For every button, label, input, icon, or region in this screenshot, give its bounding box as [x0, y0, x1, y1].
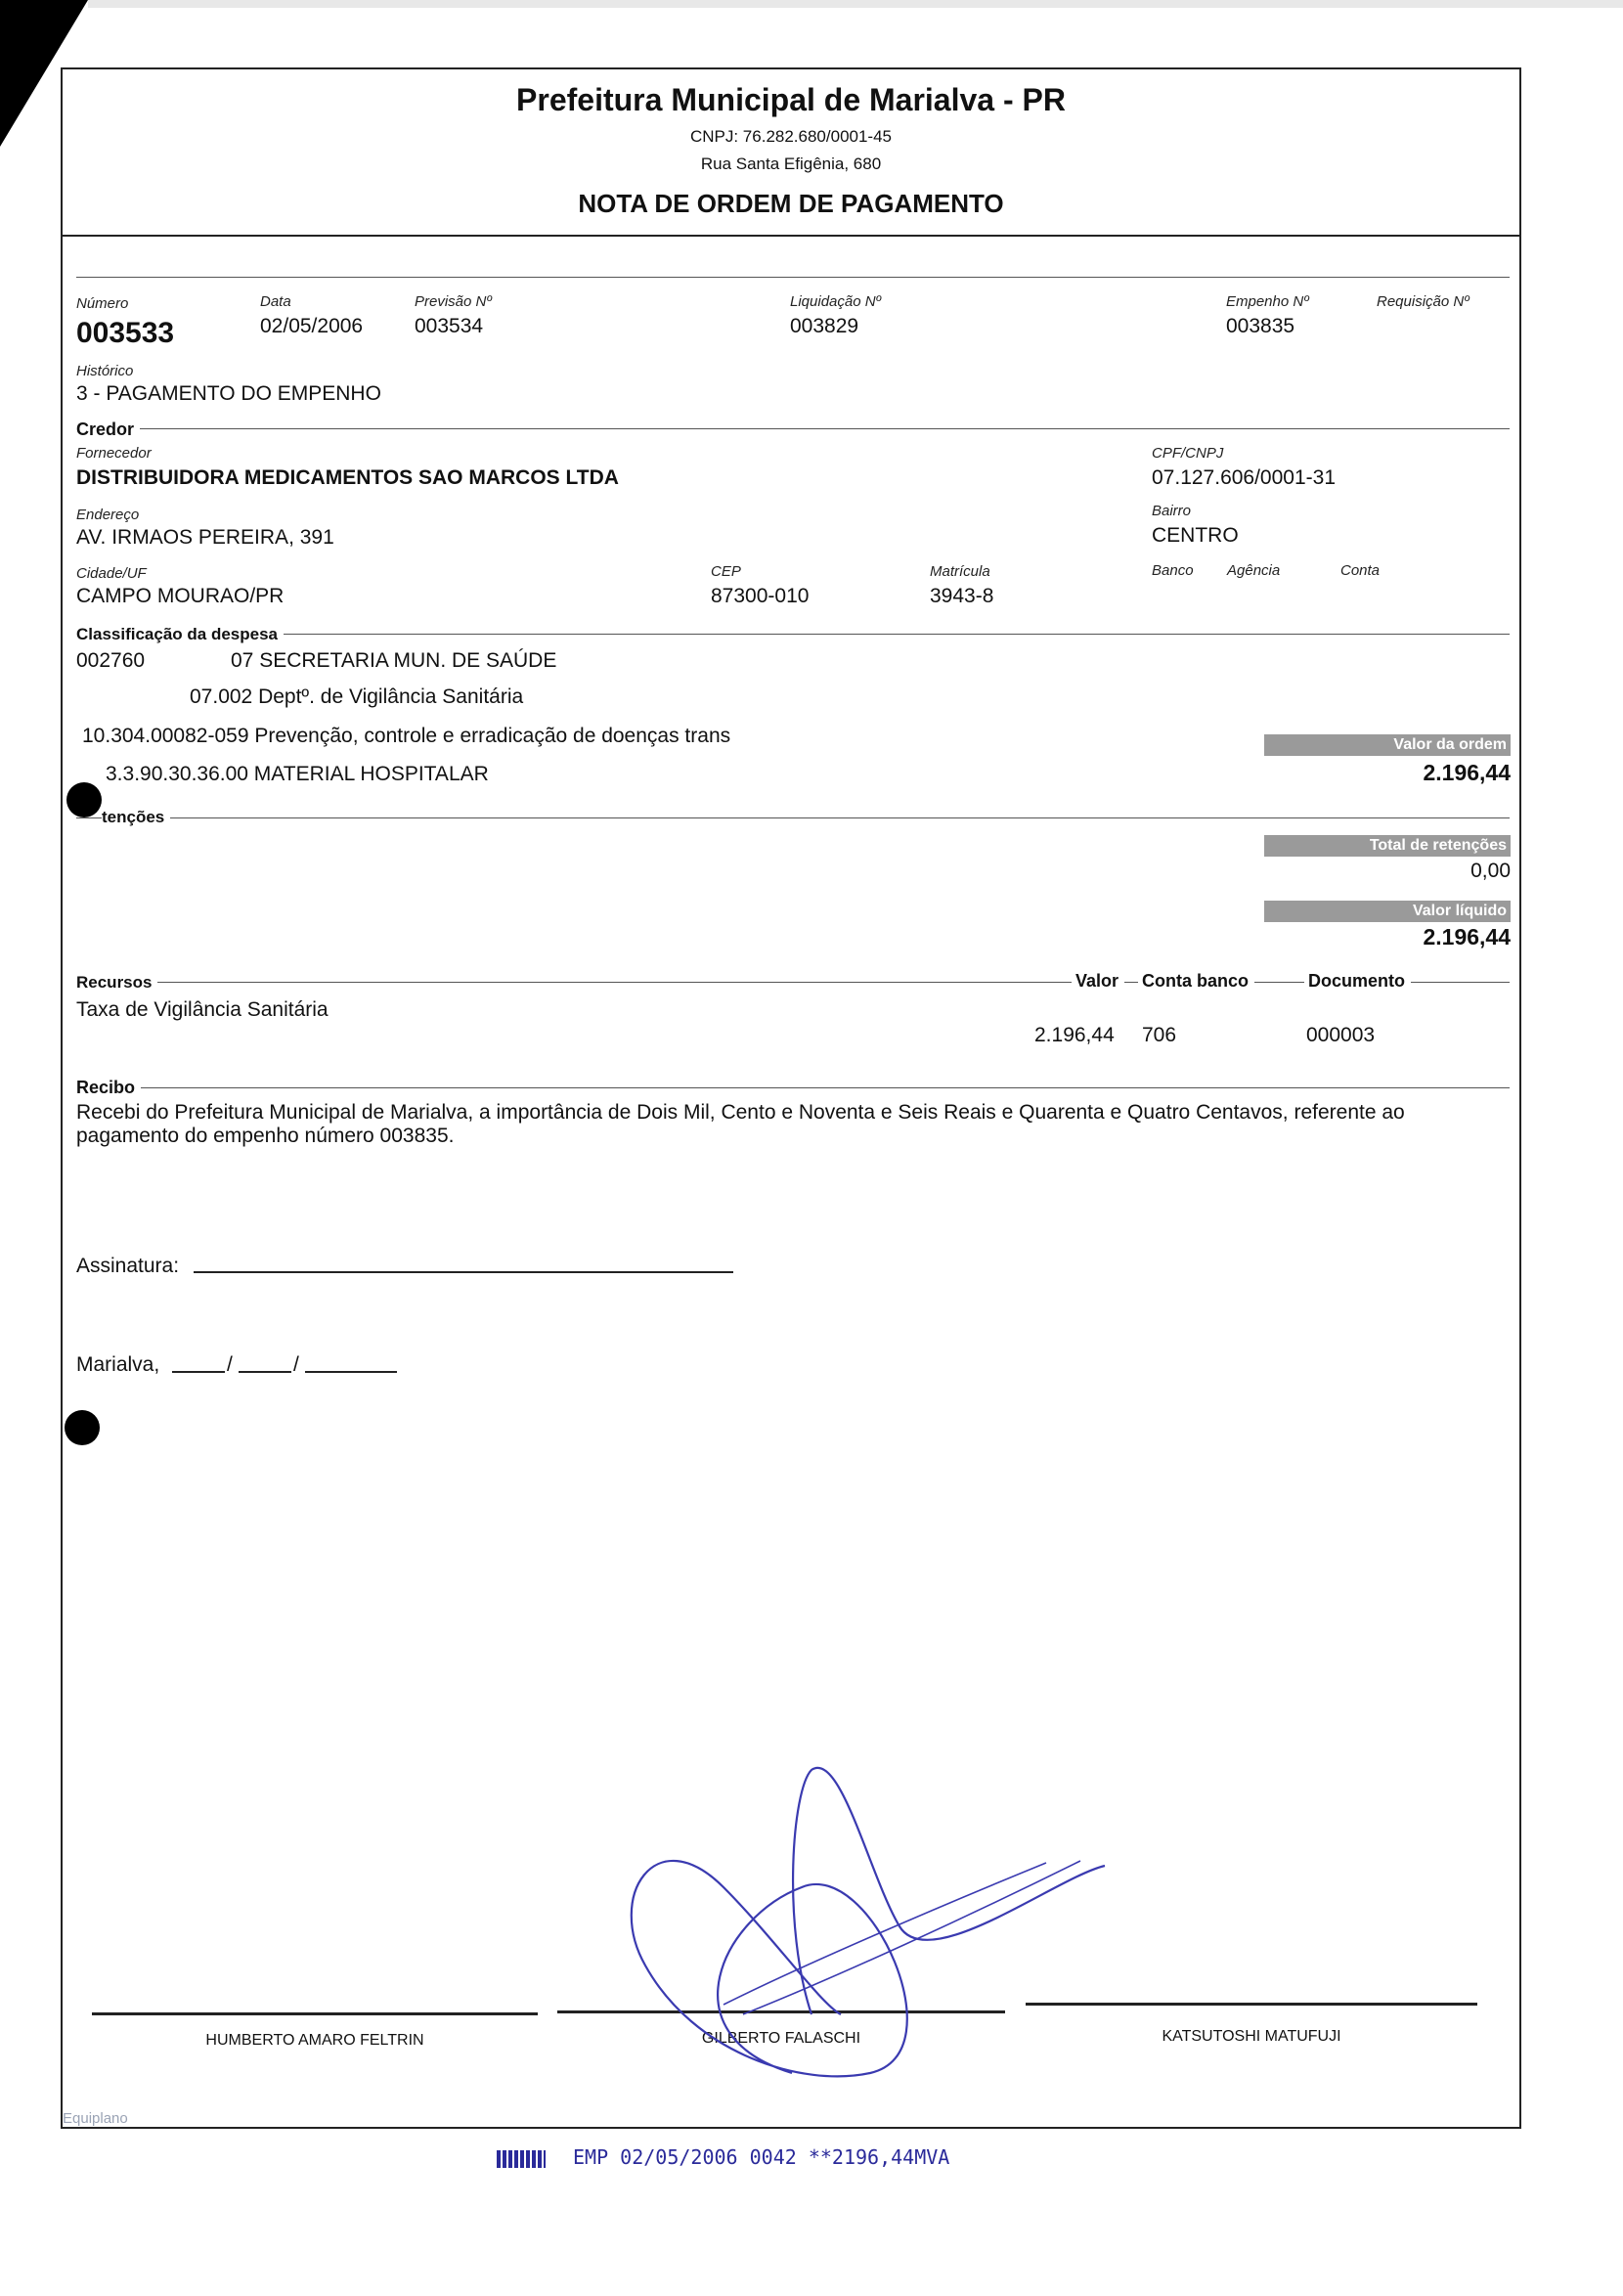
recursos-section: Recursos — [76, 973, 157, 993]
cnpj-text: CNPJ: 76.282.680/0001-45 — [689, 127, 893, 146]
divider — [76, 428, 1510, 429]
recurso-conta: 706 — [1142, 1024, 1177, 1046]
divider — [76, 634, 1510, 635]
punch-hole — [66, 782, 102, 817]
empenho-label: Empenho Nº — [1226, 293, 1309, 310]
payment-stamp: EMP 02/05/2006 0042 **2196,44MVA — [573, 2145, 950, 2169]
historico-value: 3 - PAGAMENTO DO EMPENHO — [76, 382, 381, 405]
total-retencoes-value: 0,00 — [1470, 860, 1511, 882]
endereco-label: Endereço — [76, 507, 140, 523]
classificacao-section: Classificação da despesa — [76, 625, 284, 644]
stamp-mark-icon — [497, 2150, 546, 2168]
valor-ordem-value: 2.196,44 — [1423, 760, 1511, 785]
agencia-label: Agência — [1227, 562, 1281, 579]
header-divider — [61, 235, 1521, 237]
classificacao-code: 002760 — [76, 649, 146, 672]
matricula-value: 3943-8 — [930, 585, 994, 607]
divider — [76, 277, 1510, 278]
date-day-line — [172, 1371, 225, 1373]
valor-liquido-value: 2.196,44 — [1423, 924, 1511, 949]
divider — [76, 817, 1510, 818]
page-title: Prefeitura Municipal de Marialva - PR — [516, 82, 1066, 117]
assinatura-line — [194, 1271, 733, 1273]
cidade-value: CAMPO MOURAO/PR — [76, 585, 285, 607]
local-label: Marialva, — [76, 1353, 160, 1376]
document-title: NOTA DE ORDEM DE PAGAMENTO — [578, 189, 1004, 218]
cpf-label: CPF/CNPJ — [1152, 445, 1224, 462]
previsao-value: 003534 — [415, 315, 484, 337]
signature-line — [92, 2012, 538, 2015]
brand-footer: Equiplano — [63, 2110, 128, 2127]
cpf-value: 07.127.606/0001-31 — [1152, 466, 1337, 489]
data-value: 02/05/2006 — [260, 315, 364, 337]
data-label: Data — [260, 293, 291, 310]
total-retencoes-label: Total de retenções — [1264, 835, 1511, 857]
cep-label: CEP — [711, 563, 741, 580]
address-text: Rua Santa Efigênia, 680 — [700, 155, 882, 173]
bairro-label: Bairro — [1152, 503, 1192, 519]
requisicao-label: Requisição Nº — [1377, 293, 1469, 310]
liquidacao-value: 003829 — [790, 315, 859, 337]
fornecedor-value: DISTRIBUIDORA MEDICAMENTOS SAO MARCOS LTDA — [76, 466, 619, 489]
classificacao-programa: 10.304.00082-059 Prevenção, controle e erradicação de doenças trans — [82, 725, 731, 747]
recurso-valor: 2.196,44 — [1034, 1024, 1115, 1046]
date-slash: / — [227, 1353, 233, 1376]
signatory-name: HUMBERTO AMARO FELTRIN — [205, 2032, 424, 2049]
banco-label: Banco — [1152, 562, 1194, 579]
signatory-name: GILBERTO FALASCHI — [701, 2030, 861, 2047]
numero-label: Número — [76, 295, 129, 312]
punch-hole — [65, 1410, 100, 1445]
scan-top-edge — [88, 0, 1623, 8]
cep-value: 87300-010 — [711, 585, 810, 607]
retencoes-section: tenções — [102, 808, 170, 827]
endereco-value: AV. IRMAOS PEREIRA, 391 — [76, 526, 334, 549]
documento-header: Documento — [1304, 971, 1411, 992]
recibo-section: Recibo — [76, 1078, 141, 1098]
assinatura-label: Assinatura: — [76, 1255, 180, 1277]
valor-liquido-label: Valor líquido — [1264, 901, 1511, 922]
handwritten-signature — [548, 1760, 1134, 2112]
bairro-value: CENTRO — [1152, 524, 1239, 547]
recurso-documento: 000003 — [1306, 1024, 1376, 1046]
divider — [76, 1087, 1510, 1088]
numero-value: 003533 — [76, 317, 175, 349]
classificacao-elemento: 3.3.90.30.36.00 MATERIAL HOSPITALAR — [106, 763, 489, 785]
conta-banco-header: Conta banco — [1138, 971, 1254, 992]
cidade-label: Cidade/UF — [76, 565, 147, 582]
recibo-text: Recebi do Prefeitura Municipal de Marialva, a importância de Dois Mil, Cento e Noventa e Seis Reais e Quarenta e Quatro Centavos, referente ao pagamento do empenho número 003835. — [76, 1101, 1405, 1147]
classificacao-departamento: 07.002 Deptº. de Vigilância Sanitária — [190, 685, 524, 708]
valor-header: Valor — [1072, 971, 1124, 992]
recurso-descricao: Taxa de Vigilância Sanitária — [76, 998, 329, 1021]
classificacao-secretaria: 07 SECRETARIA MUN. DE SAÚDE — [231, 649, 557, 672]
date-slash: / — [293, 1353, 299, 1376]
liquidacao-label: Liquidação Nº — [790, 293, 882, 310]
date-month-line — [239, 1371, 291, 1373]
conta-label: Conta — [1340, 562, 1381, 579]
divider — [76, 982, 1510, 983]
valor-ordem-label: Valor da ordem — [1264, 734, 1511, 756]
fornecedor-label: Fornecedor — [76, 445, 152, 462]
credor-section: Credor — [76, 419, 140, 440]
matricula-label: Matrícula — [930, 563, 990, 580]
previsao-label: Previsão Nº — [415, 293, 492, 310]
date-year-line — [305, 1371, 397, 1373]
signatory-name: KATSUTOSHI MATUFUJI — [1162, 2028, 1341, 2045]
historico-label: Histórico — [76, 363, 134, 379]
empenho-value: 003835 — [1226, 315, 1295, 337]
